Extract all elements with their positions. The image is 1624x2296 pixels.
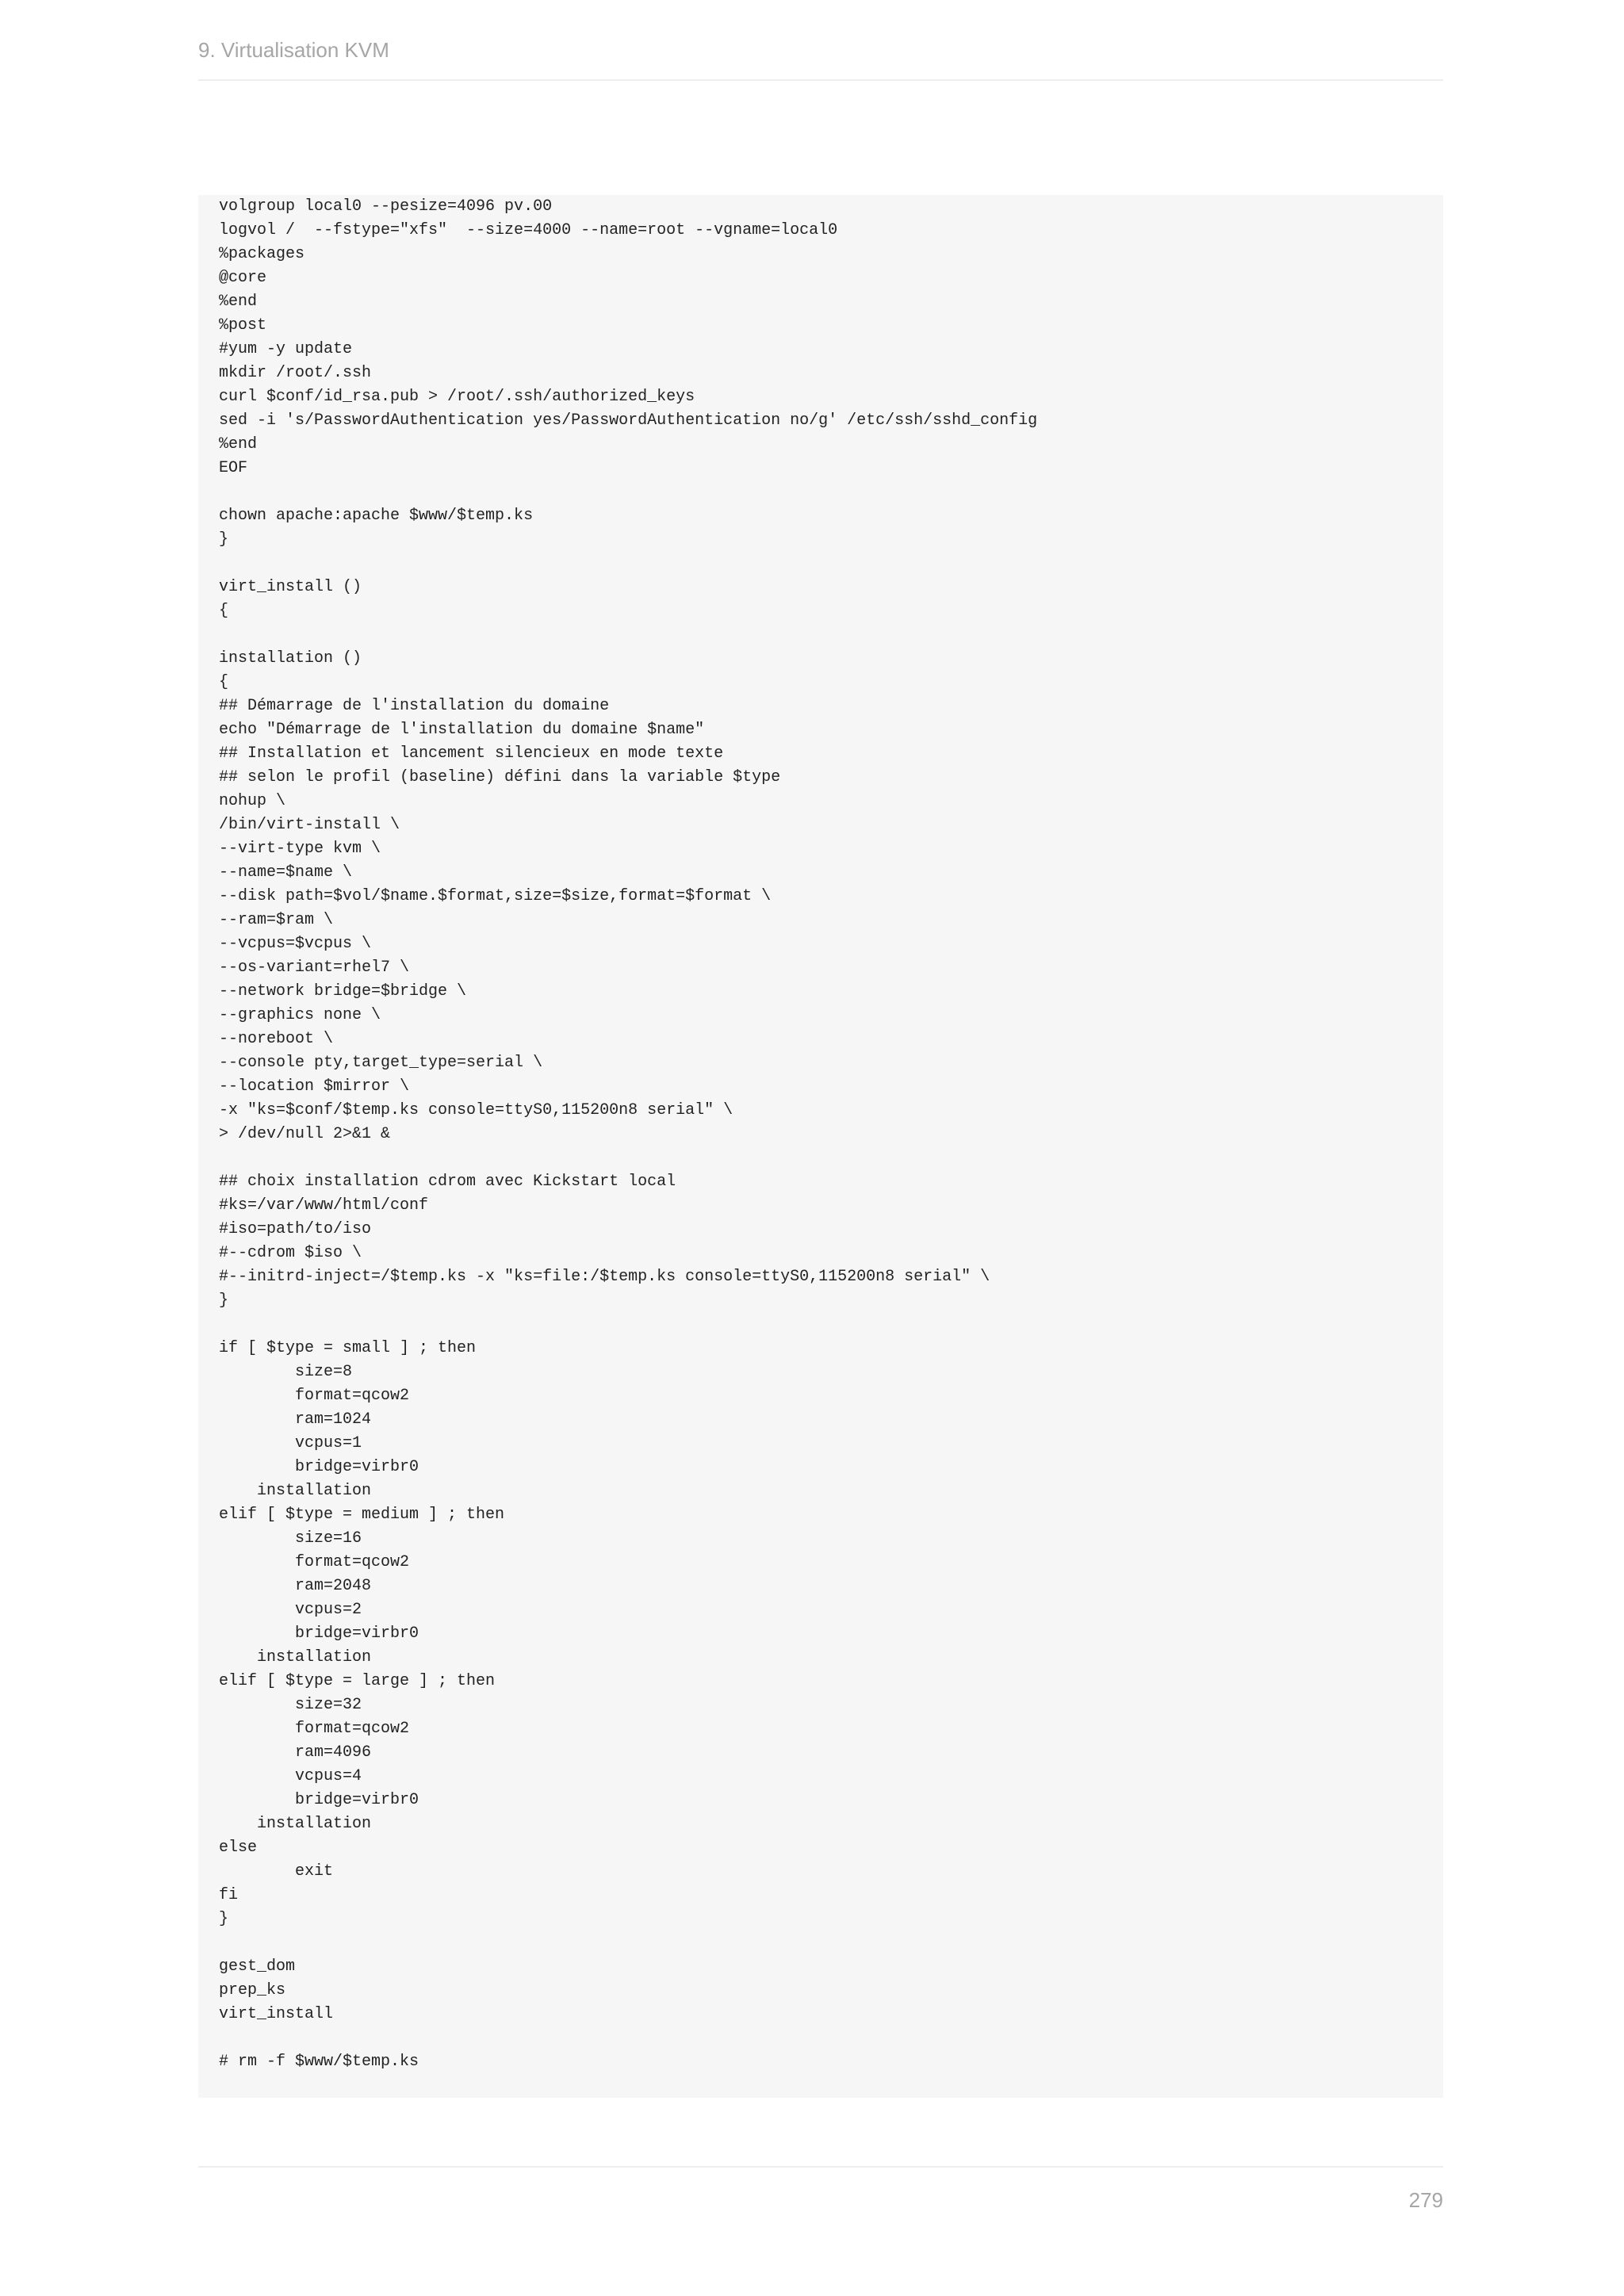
code-line: elif [ $type = medium ] ; then [219,1506,505,1524]
code-line: installation [219,1648,372,1667]
code-line: ## selon le profil (baseline) défini dans la variable $type [219,768,781,786]
code-line: --console pty,target_type=serial \ [219,1054,543,1072]
code-line: ram=2048 [219,1577,372,1595]
code-line: %end [219,293,258,311]
code-line: ram=1024 [219,1410,372,1429]
code-line: vcpus=2 [219,1601,362,1619]
code-line: --graphics none \ [219,1006,381,1024]
code-line: volgroup local0 --pesize=4096 pv.00 [219,197,553,216]
code-line: if [ $type = small ] ; then [219,1339,477,1357]
page-header [198,36,1443,81]
code-line: nohup \ [219,792,286,810]
code-line: ## Installation et lancement silencieux en mode texte [219,744,724,763]
code-line: fi [219,1886,239,1904]
code-line: bridge=virbr0 [219,1791,419,1809]
code-line: exit [219,1862,334,1881]
code-line: installation [219,1482,372,1500]
code-line: #--cdrom $iso \ [219,1244,362,1262]
code-line: %packages [219,245,305,263]
code-line: prep_ks [219,1981,286,1999]
code-line: size=16 [219,1529,362,1548]
code-listing [198,195,1443,2098]
code-line [219,1146,1443,1170]
code-line: --noreboot \ [219,1030,334,1048]
code-line: logvol / --fstype="xfs" --size=4000 --name=root --vgname=local0 [219,221,838,239]
code-line: } [219,530,229,549]
chapter-title: 9. Virtualisation KVM [198,38,389,62]
code-line: virt_install () [219,578,362,596]
code-line: bridge=virbr0 [219,1458,419,1476]
code-line: elif [ $type = large ] ; then [219,1672,496,1690]
code-line: chown apache:apache $www/$temp.ks [219,507,534,525]
code-line: --network bridge=$bridge \ [219,982,467,1001]
code-line: echo "Démarrage de l'installation du domaine $name" [219,721,705,739]
code-line: mkdir /root/.ssh [219,364,372,382]
code-line: #yum -y update [219,340,353,358]
code-line: } [219,1910,229,1928]
code-line: --name=$name \ [219,863,353,882]
code-line: size=8 [219,1363,353,1381]
code-line: # rm -f $www/$temp.ks [219,2053,419,2071]
code-line: format=qcow2 [219,1387,410,1405]
code-line: #--initrd-inject=/$temp.ks -x "ks=file:/$temp.ks console=ttyS0,115200n8 serial" \ [219,1268,990,1286]
code-line: --location $mirror \ [219,1077,410,1096]
code-line: { [219,602,229,620]
code-line: sed -i 's/PasswordAuthentication yes/PasswordAuthentication no/g' /etc/ssh/sshd_config [219,411,1038,430]
page-number: 279 [1408,2188,1443,2212]
code-line: installation [219,1815,372,1833]
code-line: EOF [219,459,248,477]
code-line: curl $conf/id_rsa.pub > /root/.ssh/authorized_keys [219,388,695,406]
code-line: %end [219,435,258,453]
code-line: vcpus=1 [219,1434,362,1452]
code-line: @core [219,269,267,287]
code-line: --ram=$ram \ [219,911,334,929]
code-line: else [219,1839,258,1857]
code-line: format=qcow2 [219,1720,410,1738]
code-line: -x "ks=$conf/$temp.ks console=ttyS0,115200n8 serial" \ [219,1101,733,1119]
code-line [219,1313,1443,1337]
code-line: > /dev/null 2>&1 & [219,1125,391,1143]
code-line: ram=4096 [219,1743,372,1762]
code-line: gest_dom [219,1957,296,1976]
code-line: size=32 [219,1696,362,1714]
code-line: installation () [219,649,362,668]
code-line: /bin/virt-install \ [219,816,400,834]
code-line: #iso=path/to/iso [219,1220,372,1238]
code-line [219,480,1443,504]
code-line: --virt-type kvm \ [219,840,381,858]
code-line [219,623,1443,647]
code-line: #ks=/var/www/html/conf [219,1196,429,1215]
code-line: format=qcow2 [219,1553,410,1571]
code-line: ## Démarrage de l'installation du domaine [219,697,610,715]
code-line: --disk path=$vol/$name.$format,size=$size,format=$format \ [219,887,772,905]
code-line: --os-variant=rhel7 \ [219,959,410,977]
code-line: } [219,1292,229,1310]
code-line: bridge=virbr0 [219,1624,419,1643]
code-line [219,552,1443,576]
code-line: --vcpus=$vcpus \ [219,935,372,953]
code-line: vcpus=4 [219,1767,362,1785]
code-line: { [219,673,229,691]
code-line: virt_install [219,2005,334,2023]
code-line: ## choix installation cdrom avec Kickstart local [219,1173,676,1191]
code-line [219,2026,1443,2050]
page-footer [198,2166,1443,2212]
code-line: %post [219,316,267,335]
code-line [219,1931,1443,1955]
